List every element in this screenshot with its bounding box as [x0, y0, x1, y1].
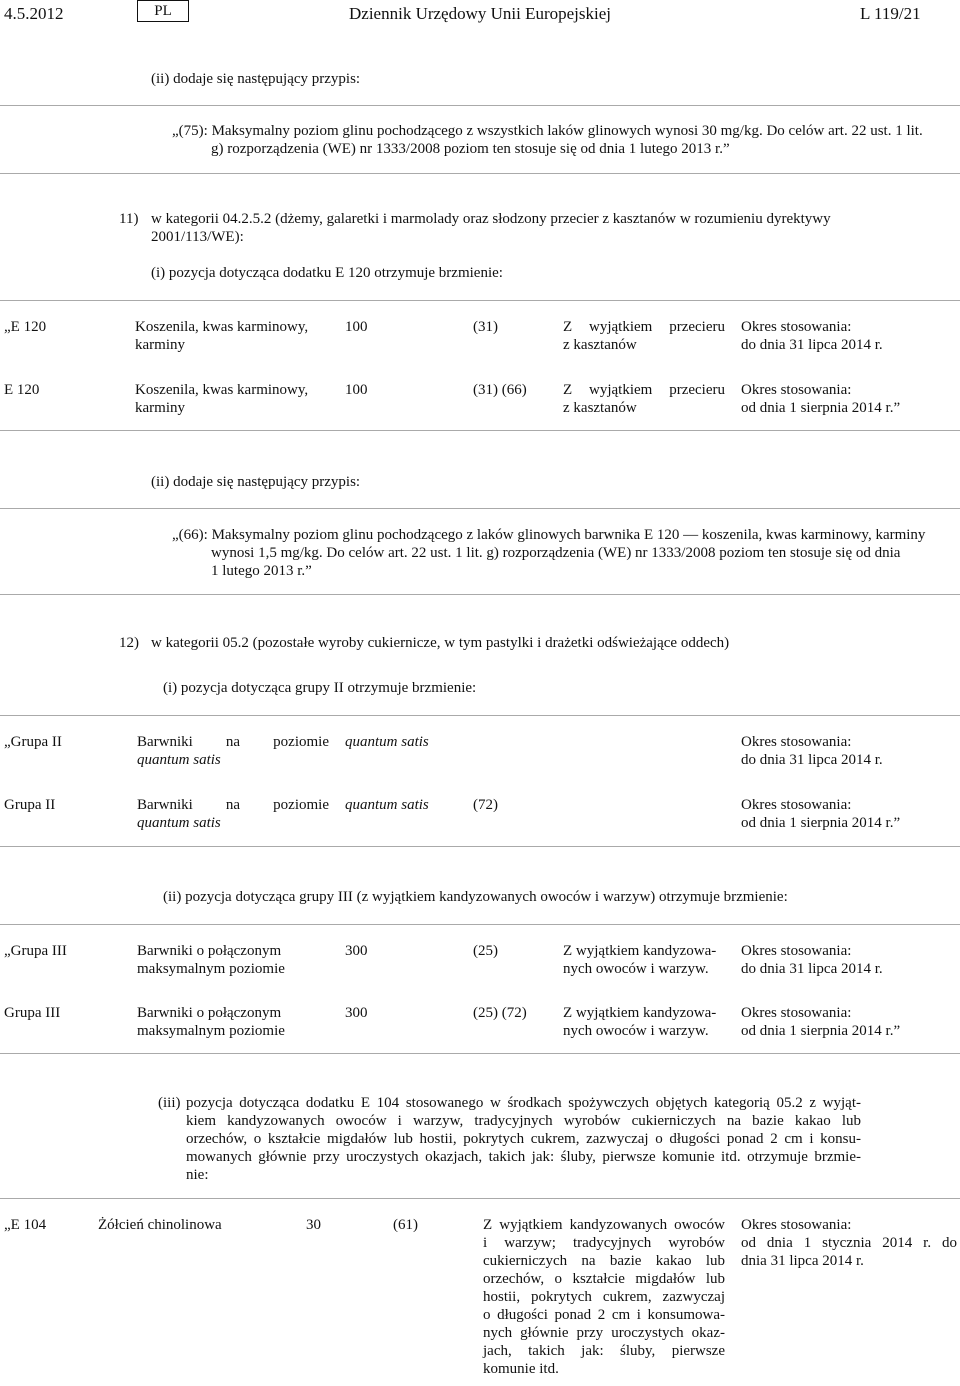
restriction-line: o długości ponad 2 cm i konsumowa- [483, 1307, 725, 1323]
restriction-line: orzechów, o kształcie migdałów lub [483, 1271, 725, 1287]
period-line: od dnia 1 stycznia 2014 r. do [741, 1235, 957, 1251]
table-cell-code: „E 104 [4, 1217, 47, 1233]
paragraph-line: pozycja dotycząca dodatku E 104 stosowanego w środkach spożywczych objętych kategorią 05.2 z wyjąt- [186, 1095, 861, 1111]
table-cell-period: Okres stosowania: [741, 319, 852, 335]
point-12-item-ii: (ii) pozycja dotycząca grupy III (z wyjątkiem kandyzowanych owoców i warzyw) otrzymuje brzmienie: [163, 889, 788, 905]
table-cell-name: maksymalnym poziomie [137, 1023, 285, 1039]
table-cell-code: „E 120 [4, 319, 47, 335]
footnote-66-line2: wynosi 1,5 mg/kg. Do celów art. 22 ust. 1 lit. g) rozporządzenia (WE) nr 1333/2008 poziom ten stosuje się od dnia [211, 545, 901, 561]
table-cell-period: Okres stosowania: [741, 1005, 852, 1021]
divider [0, 594, 960, 595]
table-cell-period: Okres stosowania: [741, 943, 852, 959]
table-bottom-border [0, 1053, 960, 1054]
table-cell-restriction [483, 1216, 725, 1378]
restriction-line: nych głównie przy uroczystych okaz- [483, 1325, 725, 1341]
table-bottom-border [0, 430, 960, 431]
table-cell-restriction: z kasztanów [563, 337, 637, 353]
table-cell-period: Okres stosowania: [741, 734, 852, 750]
publication-date: 4.5.2012 [4, 4, 64, 23]
point-11-text-line1: w kategorii 04.2.5.2 (dżemy, galaretki i marmolady oraz słodzony przecier z kasztanów w rozumieniu dyrektywy [151, 211, 831, 227]
table-cell-level: 300 [345, 943, 368, 959]
table-cell-notes: (25) (72) [473, 1005, 527, 1021]
table-cell-name: Koszenila, kwas karminowy, [135, 319, 309, 335]
point-11-item-i: (i) pozycja dotycząca dodatku E 120 otrzymuje brzmienie: [151, 265, 503, 281]
restriction-line: jach, takich jak: śluby, pierwsze [483, 1343, 725, 1359]
table-cell-name: Barwniki o połączonym [137, 943, 282, 959]
point-number: 11) [119, 211, 139, 227]
footnote-66-line3: 1 lutego 2013 r.” [211, 563, 312, 579]
table-cell-code: „Grupa II [4, 734, 62, 750]
footnote-75-line2: g) rozporządzenia (WE) nr 1333/2008 poziom ten stosuje się od dnia 1 lutego 2013 r.” [211, 141, 730, 157]
period-line: Okres stosowania: [741, 1217, 852, 1233]
table-cell-level: 100 [345, 319, 368, 335]
table-top-border [0, 924, 960, 925]
table-cell-name: Żółcień chinolinowa [98, 1217, 222, 1233]
footnote-intro: (ii) dodaje się następujący przypis: [151, 71, 361, 87]
page-number: L 119/21 [860, 4, 921, 23]
table-cell-name: karminy [135, 337, 185, 353]
table-cell-notes: (61) [393, 1217, 418, 1233]
table-cell-name: Barwniki na poziomie [137, 734, 329, 750]
journal-title: Dziennik Urzędowy Unii Europejskiej [349, 4, 612, 23]
table-cell-code: Grupa III [4, 1005, 61, 1021]
table-cell-name: maksymalnym poziomie [137, 961, 285, 977]
table-cell-restriction: Z wyjątkiem kandyzowa- [563, 943, 717, 959]
paragraph-line: nie: [186, 1167, 209, 1183]
point-12-text: w kategorii 05.2 (pozostałe wyroby cukiernicze, w tym pastylki i drażetki odświeżające oddech) [151, 635, 730, 651]
table-cell-period: do dnia 31 lipca 2014 r. [741, 752, 883, 768]
table-cell-notes: (25) [473, 943, 498, 959]
table-cell-name: Barwniki na poziomie [137, 797, 329, 813]
table-cell-restriction: nych owoców i warzyw. [563, 961, 709, 977]
table-cell-notes: (31) (66) [473, 382, 527, 398]
table-cell-period: od dnia 1 sierpnia 2014 r.” [741, 400, 901, 416]
point-12-item-i: (i) pozycja dotycząca grupy II otrzymuje brzmienie: [163, 680, 477, 696]
table-cell-level: 300 [345, 1005, 368, 1021]
table-cell-restriction: z kasztanów [563, 400, 637, 416]
table-cell-restriction: Z wyjątkiem kandyzowa- [563, 1005, 717, 1021]
table-top-border [0, 715, 960, 716]
restriction-line: komunie itd. [483, 1361, 559, 1377]
table-cell-notes: (72) [473, 797, 498, 813]
table-cell-code: „Grupa III [4, 943, 67, 959]
restriction-line: hostii, pokrytych cukrem, zazwyczaj [483, 1289, 725, 1305]
restriction-line: cukierniczych na bazie kakao lub [483, 1253, 725, 1269]
table-bottom-border [0, 846, 960, 847]
table-cell-notes: (31) [473, 319, 498, 335]
table-cell-level: quantum satis [345, 734, 429, 750]
paragraph-line: mowanych głównie przy uroczystych okazjach, takich jak: śluby, pierwsze komunie itd. otrzymuje brzmie- [186, 1149, 861, 1165]
table-cell-period: Okres stosowania: [741, 797, 852, 813]
table-cell-code: Grupa II [4, 797, 56, 813]
table-cell-period: od dnia 1 sierpnia 2014 r.” [741, 1023, 901, 1039]
table-cell-name: Barwniki o połączonym [137, 1005, 282, 1021]
language-badge: PL [137, 0, 189, 22]
table-cell-level: 100 [345, 382, 368, 398]
table-cell-period: Okres stosowania: [741, 382, 852, 398]
table-top-border [0, 300, 960, 301]
point-12-item-iii-text [186, 1094, 861, 1184]
table-cell-name: quantum satis [137, 752, 221, 768]
restriction-line: i warzyw; tradycyjnych wyrobów [483, 1235, 725, 1251]
table-cell-period: do dnia 31 lipca 2014 r. [741, 337, 883, 353]
table-cell-level: 30 [306, 1217, 321, 1233]
paragraph-line: orzechów, o kształcie migdałów lub hostii, pokrytych cukrem, zazwyczaj o długości ponad 2 cm i konsu- [186, 1131, 861, 1147]
footnote-66-line1: „(66): Maksymalny poziom glinu pochodzącego z laków glinowych barwnika E 120 — koszenila, kwas karminowy, karminy [172, 527, 926, 543]
table-cell-name: karminy [135, 400, 185, 416]
divider [0, 173, 960, 174]
paragraph-line: kiem kandyzowanych owoców i warzyw, tradycyjnych wyrobów cukierniczych na bazie kakao lub [186, 1113, 861, 1129]
footnote-75-line1: „(75): Maksymalny poziom glinu pochodzącego z wszystkich laków glinowych wynosi 30 mg/kg. Do celów art. 22 ust. 1 lit. [172, 123, 923, 139]
table-cell-name: Koszenila, kwas karminowy, [135, 382, 309, 398]
point-11-text-line2: 2001/113/WE): [151, 229, 244, 245]
table-cell-period: do dnia 31 lipca 2014 r. [741, 961, 883, 977]
table-cell-period: od dnia 1 sierpnia 2014 r.” [741, 815, 901, 831]
restriction-line: Z wyjątkiem kandyzowanych owoców [483, 1217, 725, 1233]
divider [0, 105, 960, 106]
table-cell-restriction: Z wyjątkiem przecieru [563, 319, 725, 335]
table-cell-restriction: nych owoców i warzyw. [563, 1023, 709, 1039]
point-number: 12) [119, 635, 139, 651]
table-cell-level: quantum satis [345, 797, 429, 813]
point-11-item-ii: (ii) dodaje się następujący przypis: [151, 474, 361, 490]
period-line: dnia 31 lipca 2014 r. [741, 1253, 864, 1269]
table-cell-code: E 120 [4, 382, 40, 398]
table-top-border [0, 1198, 960, 1199]
table-cell-name: quantum satis [137, 815, 221, 831]
divider [0, 508, 960, 509]
point-12-item-iii-number: (iii) [158, 1095, 181, 1111]
table-cell-period [741, 1216, 957, 1270]
table-cell-restriction: Z wyjątkiem przecieru [563, 382, 725, 398]
